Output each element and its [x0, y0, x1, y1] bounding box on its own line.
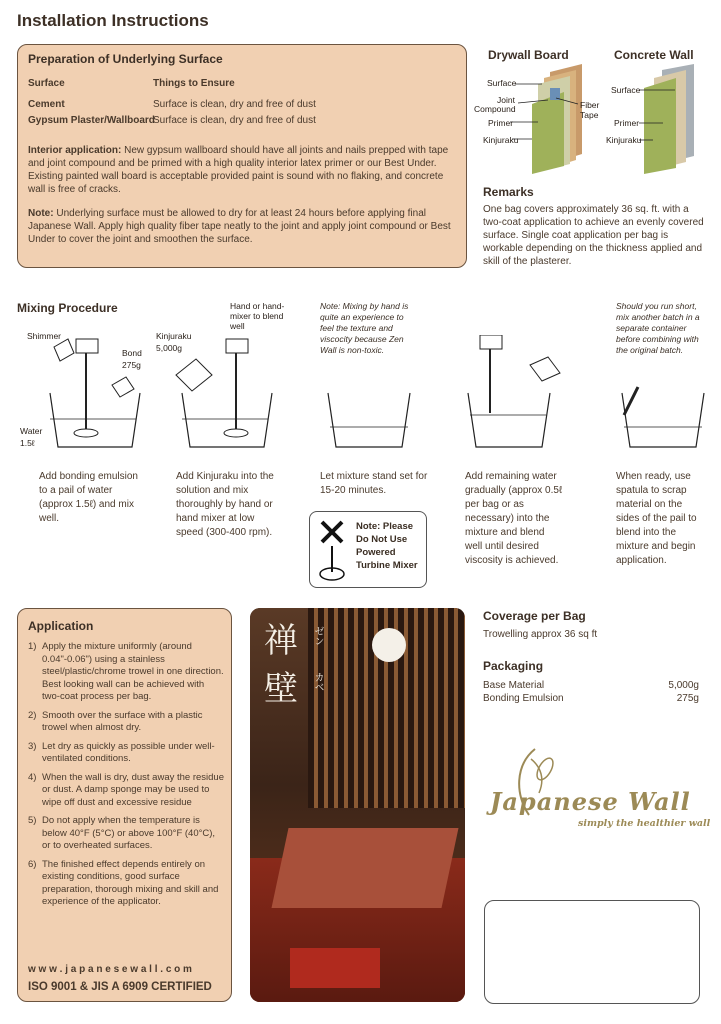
packaging-base-label: Base Material [483, 680, 545, 691]
packaging-base-value: 5,000g [668, 680, 699, 691]
concrete-label-kinjuraku: Kinjuraku [606, 135, 642, 145]
step-text: The finished effect depends entirely on existing conditions, good surface preparation, thorough mixing and skill and experience of the applicator. [42, 858, 219, 907]
mixing-note-hand: Note: Mixing by hand is quite an experience to feel the texture and viscocity because Zen Wall is non-toxic. [320, 301, 409, 355]
no-mixer-icon [316, 518, 354, 582]
step-number: 5) [28, 815, 37, 826]
label-kinjuraku: Kinjuraku [156, 331, 192, 341]
step-text: Apply the mixture uniformly (around 0.04"-0.06") using a stainless steel/plastic/chrome trowel in one direction. Best looking wall can be achieved with two-coat process per bag. [42, 641, 224, 702]
pail-illustration-4 [460, 335, 570, 455]
interior-application [28, 144, 456, 196]
label-bond-amount: 275g [122, 360, 141, 370]
concrete-label-primer: Primer [614, 118, 640, 128]
ensure-col-header: Things to Ensure [153, 78, 235, 89]
step-number: 6) [28, 858, 37, 870]
drywall-leader-lines [470, 80, 590, 150]
surface-cement: Cement [28, 99, 65, 110]
mixing-heading: Mixing Procedure [17, 301, 118, 315]
application-step [28, 815, 224, 853]
packaging-bond-value: 275g [676, 693, 699, 704]
application-step [28, 772, 224, 810]
label-kinjuraku-amount: 5,000g [156, 343, 182, 353]
kana-kabe: カベ [312, 672, 323, 692]
application-step [28, 641, 224, 704]
certification: ISO 9001 & JIS A 6909 CERTIFIED [28, 981, 212, 993]
drywall-label-compound: Compound [474, 104, 516, 114]
drywall-label-tape: Tape [580, 110, 599, 120]
application-heading: Application [28, 619, 94, 633]
step-number: 3) [28, 740, 37, 752]
application-list [28, 641, 224, 915]
step-number: 2) [28, 709, 37, 721]
lamp [372, 628, 406, 662]
drywall-label-primer: Primer [488, 118, 514, 128]
mixing-step-4: Add remaining water gradually (approx 0.5ℓ per bag or as necessary) into the mixture and blend well until desired viscosity is achieved. [465, 471, 563, 566]
kanji-zen: 禅 [264, 621, 298, 661]
kana-zen: ゼン [312, 626, 323, 646]
remarks-heading: Remarks [483, 185, 534, 199]
drywall-title: Drywall Board [488, 48, 569, 62]
remarks-text: One bag covers approximately 36 sq. ft. with a two-coat application to achieve an evenly covered surface. Single coat application per bag is workable depending on the thickness applied and skill of the plasterer. [483, 204, 704, 267]
application-step [28, 741, 224, 766]
packaging-heading: Packaging [483, 659, 544, 673]
logo-text: Japanese Wall [490, 787, 691, 816]
mixing-step-5: When ready, use spatula to scrap material on the sides of the pail to blend into the mixture and begin application. [616, 471, 697, 566]
interior-photo [250, 608, 465, 1002]
prep-note-label: Note: [28, 208, 54, 219]
coverage-heading: Coverage per Bag [483, 609, 586, 623]
logo-tagline: simply the healthier wall [578, 818, 711, 829]
concrete-leader-lines [635, 85, 695, 145]
coverage-text: Trowelling approx 36 sq ft [483, 629, 598, 640]
pail-illustration-2 [172, 335, 282, 455]
step-text: Do not apply when the temperature is below 40°F (5°C) or above 100°F (40°C), or to overheated surfaces. [42, 815, 216, 851]
interior-text: New gypsum wallboard should have all joints and nails prepped with tape and joint compound and be primed with a high quality interior latex primer or our Best Under. Existing painted wall board is acceptable provided paint is sound with no flaking, and concrete wall is free of cracks. [28, 145, 449, 195]
pail-illustration-1 [40, 335, 150, 455]
step-text: When the wall is dry, dust away the residue or dust. A damp sponge may be used to wipe off dust and excessive residue [42, 771, 224, 808]
mixing-step-1: Add bonding emulsion to a pail of water (approx 1.5ℓ) and mix well. [39, 471, 138, 524]
turbine-warning [309, 511, 427, 588]
label-water-amount: 1.5ℓ [20, 438, 35, 448]
drywall-label-fiber: Fiber [580, 100, 600, 110]
label-hand-mixer: Hand or hand-mixer to blend well [230, 301, 285, 331]
blank-stamp-box [484, 900, 700, 1004]
packaging-bond-label: Bonding Emulsion [483, 693, 564, 704]
interior-label: Interior application: [28, 145, 122, 156]
drywall-label-surface: Surface [487, 78, 517, 88]
application-step [28, 859, 224, 909]
turbine-warning-text: Note: Please Do Not Use Powered Turbine Mixer [356, 521, 418, 571]
drywall-label-joint: Joint [497, 95, 515, 105]
surface-gypsum: Gypsum Plaster/Wallboard [28, 115, 155, 126]
table [271, 828, 458, 908]
step-text: Let dry as quickly as possible under well-ventilated conditions. [42, 740, 215, 764]
website-link[interactable]: w w w . j a p a n e s e w a l l . c o m [28, 964, 192, 975]
drywall-label-kinjuraku: Kinjuraku [483, 135, 519, 145]
pail-illustration-5 [614, 335, 714, 455]
label-shimmer: Shimmer [27, 331, 62, 341]
prep-note [28, 207, 456, 246]
label-bond: Bond [122, 348, 142, 358]
mixing-step-3: Let mixture stand set for 15-20 minutes. [320, 471, 428, 496]
preparation-panel [17, 44, 467, 268]
page-title: Installation Instructions [17, 11, 209, 30]
preparation-heading: Preparation of Underlying Surface [28, 52, 223, 66]
step-text: Smooth over the surface with a plastic trowel when almost dry. [42, 709, 203, 733]
cushion [290, 948, 380, 988]
step-number: 4) [28, 771, 37, 783]
ensure-gypsum: Surface is clean, dry and free of dust [153, 115, 316, 126]
kanji-kabe: 壁 [264, 669, 298, 709]
mixing-step-2: Add Kinjuraku into the solution and mix thoroughly by hand or hand mixer at low speed (300-400 rpm). [176, 471, 274, 538]
pail-illustration-3 [320, 335, 420, 455]
concrete-title: Concrete Wall [614, 48, 694, 62]
step-number: 1) [28, 641, 37, 652]
prep-note-text: Underlying surface must be allowed to dry for at least 24 hours before applying final Japanese Wall. Apply high quality fiber tape neatly to the joint and apply joint compound or Best Under to cover the joint and smoothen the surface. [28, 208, 451, 245]
surface-col-header: Surface [28, 78, 65, 89]
mixing-note-batch: Should you run short, mix another batch in a separate container before combining with the original batch. [616, 301, 700, 355]
ensure-cement: Surface is clean, dry and free of dust [153, 99, 316, 110]
application-step [28, 710, 224, 735]
label-water: Water [20, 426, 43, 436]
application-panel [17, 608, 232, 1002]
concrete-label-surface: Surface [611, 85, 641, 95]
